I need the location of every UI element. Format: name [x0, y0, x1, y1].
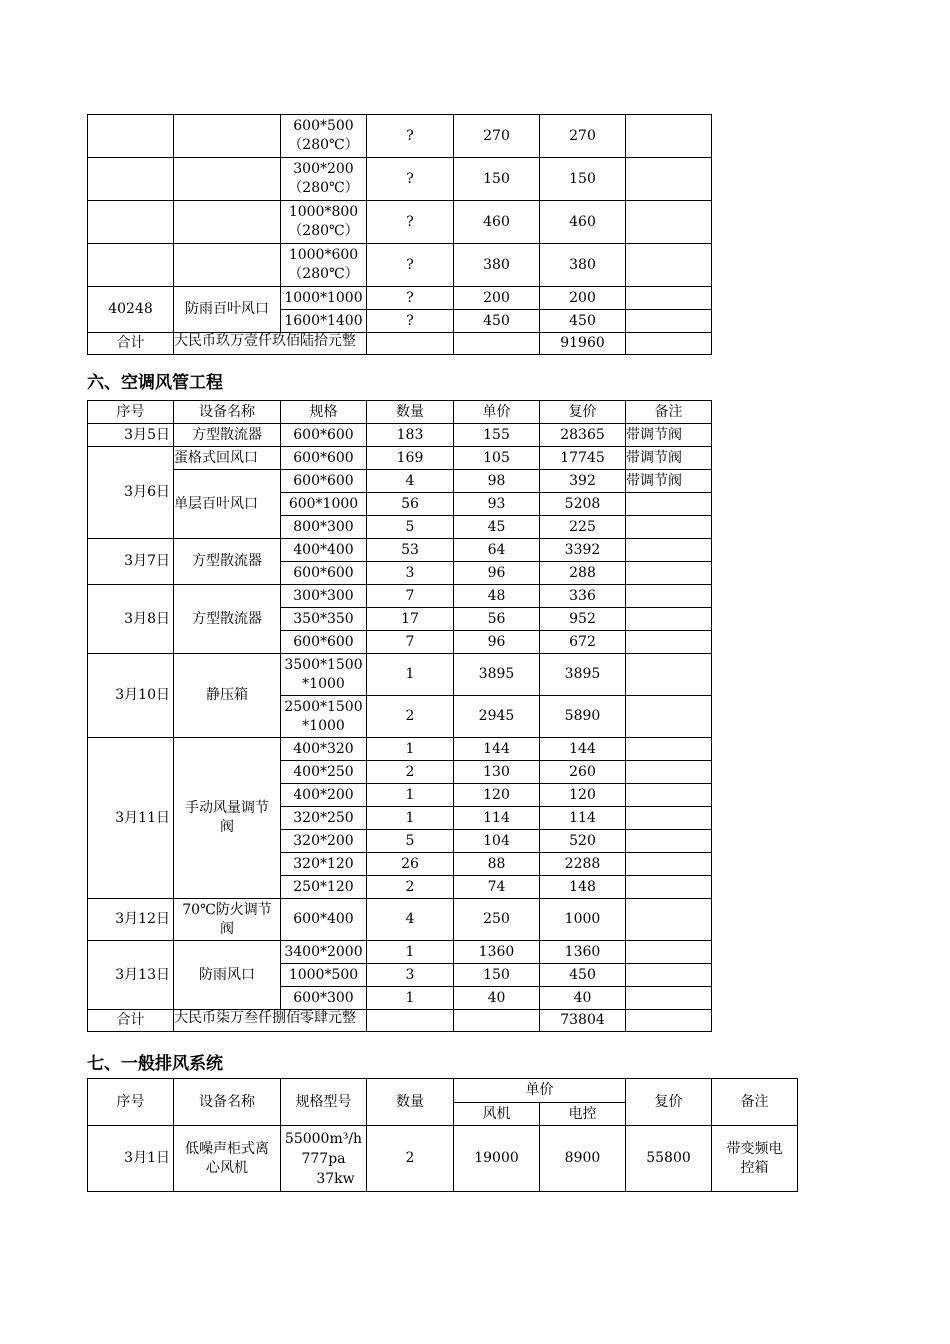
header-note: 备注 [626, 401, 712, 424]
total-cell: 200 [540, 287, 626, 310]
qty-cell: ? [367, 115, 454, 158]
spec-cell: 600*300 [281, 987, 367, 1010]
qty-cell: 17 [367, 608, 454, 631]
qty-cell: 1 [367, 784, 454, 807]
price-cell: 1360 [454, 941, 540, 964]
name-cell: 单层百叶风口 [174, 470, 281, 539]
date-cell: 3月8日 [88, 585, 174, 654]
price-cell: 93 [454, 493, 540, 516]
price-cell: 120 [454, 784, 540, 807]
price-cell: 450 [454, 310, 540, 333]
name-cell: 方型散流器 [174, 539, 281, 585]
price-cell: 98 [454, 470, 540, 493]
qty-cell: 3 [367, 964, 454, 987]
price-cell: 56 [454, 608, 540, 631]
spec-cell: 320*120 [281, 853, 367, 876]
price-cell: 130 [454, 761, 540, 784]
table-row [88, 470, 712, 493]
total-cell: 260 [540, 761, 626, 784]
total-cell: 450 [540, 310, 626, 333]
price-cell: 155 [454, 424, 540, 447]
header-unit-price: 单价 [454, 1079, 626, 1103]
qty-cell: 4 [367, 470, 454, 493]
note-cell: 带调节阀 [626, 424, 712, 447]
date-cell: 3月11日 [88, 738, 174, 899]
date-cell: 3月1日 [88, 1126, 174, 1192]
total-cell: 120 [540, 784, 626, 807]
sum-text: 大民币柒万叁仟捌佰零肆元整 [174, 1010, 367, 1032]
header-name: 设备名称 [174, 1079, 281, 1126]
spec-cell: 800*300 [281, 516, 367, 539]
qty-cell: 1 [367, 807, 454, 830]
header-total: 复价 [626, 1079, 712, 1126]
table-row [88, 738, 712, 761]
header-seq: 序号 [88, 401, 174, 424]
header-ctrl: 电控 [540, 1103, 626, 1126]
spec-cell: 600*600 [281, 562, 367, 585]
table-row [88, 1126, 798, 1192]
price-cell: 105 [454, 447, 540, 470]
total-cell: 1360 [540, 941, 626, 964]
spec-cell: 600*600 [281, 447, 367, 470]
price-cell: 74 [454, 876, 540, 899]
spec-cell: 600*600 [281, 424, 367, 447]
hvac-duct-table [87, 400, 712, 1032]
total-cell: 225 [540, 516, 626, 539]
total-cell: 55800 [626, 1126, 712, 1192]
price-cell: 150 [454, 158, 540, 201]
sum-text: 大民币玖万壹仟玖佰陆拾元整 [174, 333, 367, 355]
note-cell: 带变频电 控箱 [712, 1126, 798, 1192]
qty-cell: 5 [367, 516, 454, 539]
price-cell: 64 [454, 539, 540, 562]
spec-cell: 350*350 [281, 608, 367, 631]
qty-cell: ? [367, 158, 454, 201]
sum-row [88, 1010, 712, 1032]
ctrl-price-cell: 8900 [540, 1126, 626, 1192]
qty-cell: ? [367, 310, 454, 333]
qty-cell: ? [367, 244, 454, 287]
price-cell: 250 [454, 899, 540, 941]
qty-cell: 1 [367, 738, 454, 761]
spec-pressure: 777pa [301, 1150, 346, 1167]
spec-cell: 600*1000 [281, 493, 367, 516]
sum-total: 91960 [540, 333, 626, 355]
spec-cell: 300*200 （280℃） [281, 158, 367, 201]
name-cell: 方型散流器 [174, 424, 281, 447]
price-cell: 45 [454, 516, 540, 539]
spec-cell: 2500*1500 *1000 [281, 696, 367, 738]
name-cell: 防雨百叶风口 [174, 287, 281, 333]
price-cell: 150 [454, 964, 540, 987]
total-cell: 3895 [540, 654, 626, 696]
total-cell: 28365 [540, 424, 626, 447]
price-cell: 460 [454, 201, 540, 244]
table-row [88, 244, 712, 287]
table-row [88, 447, 712, 470]
qty-cell: 1 [367, 987, 454, 1010]
table-row [88, 899, 712, 941]
spec-cell: 320*200 [281, 830, 367, 853]
total-cell: 1000 [540, 899, 626, 941]
date-cell: 3月6日 [88, 447, 174, 539]
spec-cell: 600*500 （280℃） [281, 115, 367, 158]
table-row [88, 424, 712, 447]
header-fan: 风机 [454, 1103, 540, 1126]
spec-cell: 400*400 [281, 539, 367, 562]
name-cell: 静压箱 [174, 654, 281, 738]
spec-cell: 3500*1500 *1000 [281, 654, 367, 696]
total-cell: 392 [540, 470, 626, 493]
seq-cell: 40248 [88, 287, 174, 333]
qty-cell: 7 [367, 585, 454, 608]
total-cell: 144 [540, 738, 626, 761]
price-cell: 104 [454, 830, 540, 853]
sum-label: 合计 [88, 333, 174, 355]
price-cell: 48 [454, 585, 540, 608]
section-title-exhaust: 七、一般排风系统 [87, 1054, 223, 1074]
qty-cell: 4 [367, 899, 454, 941]
header-spec: 规格型号 [281, 1079, 367, 1126]
note-cell: 带调节阀 [626, 447, 712, 470]
name-cell: 方型散流器 [174, 585, 281, 654]
table-row [88, 115, 712, 158]
name-cell: 手动风量调节 阀 [174, 738, 281, 899]
equipment-table-continued [87, 114, 712, 355]
price-cell: 200 [454, 287, 540, 310]
header-qty: 数量 [367, 1079, 454, 1126]
total-cell: 672 [540, 631, 626, 654]
price-cell: 96 [454, 631, 540, 654]
price-cell: 96 [454, 562, 540, 585]
total-cell: 336 [540, 585, 626, 608]
spec-flow: 55000m³/h [284, 1130, 363, 1147]
date-cell: 3月13日 [88, 941, 174, 1010]
spec-cell: 400*320 [281, 738, 367, 761]
name-cell: 低噪声柜式离 心风机 [174, 1126, 281, 1192]
total-cell: 3392 [540, 539, 626, 562]
spec-cell: 320*250 [281, 807, 367, 830]
total-cell: 2288 [540, 853, 626, 876]
note-cell: 带调节阀 [626, 470, 712, 493]
total-cell: 450 [540, 964, 626, 987]
qty-cell: 2 [367, 1126, 454, 1192]
header-qty: 数量 [367, 401, 454, 424]
price-cell: 3895 [454, 654, 540, 696]
header-name: 设备名称 [174, 401, 281, 424]
name-cell: 蛋格式回风口 [174, 447, 281, 470]
qty-cell: 2 [367, 696, 454, 738]
total-cell: 114 [540, 807, 626, 830]
total-cell: 952 [540, 608, 626, 631]
qty-cell: 169 [367, 447, 454, 470]
spec-cell: 1000*1000 [281, 287, 367, 310]
fan-price-cell: 19000 [454, 1126, 540, 1192]
table-row [88, 201, 712, 244]
spec-cell: 250*120 [281, 876, 367, 899]
header-total: 复价 [540, 401, 626, 424]
total-cell: 5890 [540, 696, 626, 738]
total-cell: 520 [540, 830, 626, 853]
date-cell: 3月7日 [88, 539, 174, 585]
exhaust-system-table [87, 1078, 798, 1192]
spec-cell: 600*400 [281, 899, 367, 941]
table-header-row [88, 401, 712, 424]
total-cell: 460 [540, 201, 626, 244]
date-cell: 3月5日 [88, 424, 174, 447]
total-cell: 40 [540, 987, 626, 1010]
total-cell: 5208 [540, 493, 626, 516]
spec-cell: 1000*600 （280℃） [281, 244, 367, 287]
spec-cell: 1600*1400 [281, 310, 367, 333]
qty-cell: 56 [367, 493, 454, 516]
header-price: 单价 [454, 401, 540, 424]
total-cell: 380 [540, 244, 626, 287]
spec-cell: 1000*500 [281, 964, 367, 987]
header-spec: 规格 [281, 401, 367, 424]
name-cell: 防雨风口 [174, 941, 281, 1010]
table-header-row [88, 1079, 798, 1103]
header-seq: 序号 [88, 1079, 174, 1126]
spec-cell [281, 1126, 367, 1192]
spec-cell: 600*600 [281, 631, 367, 654]
date-cell: 3月10日 [88, 654, 174, 738]
qty-cell: 1 [367, 941, 454, 964]
qty-cell: 7 [367, 631, 454, 654]
table-row [88, 539, 712, 562]
qty-cell: 183 [367, 424, 454, 447]
table-row [88, 654, 712, 696]
qty-cell: 3 [367, 562, 454, 585]
total-cell: 150 [540, 158, 626, 201]
total-cell: 148 [540, 876, 626, 899]
price-cell: 144 [454, 738, 540, 761]
price-cell: 40 [454, 987, 540, 1010]
section-title-hvac-duct: 六、空调风管工程 [87, 373, 223, 393]
qty-cell: 26 [367, 853, 454, 876]
sum-row [88, 333, 712, 355]
total-cell: 288 [540, 562, 626, 585]
qty-cell: 1 [367, 654, 454, 696]
table-row [88, 158, 712, 201]
qty-cell: 2 [367, 876, 454, 899]
table-row [88, 585, 712, 608]
total-cell: 17745 [540, 447, 626, 470]
spec-cell: 3400*2000 [281, 941, 367, 964]
price-cell: 270 [454, 115, 540, 158]
sum-total: 73804 [540, 1010, 626, 1032]
qty-cell: 2 [367, 761, 454, 784]
price-cell: 114 [454, 807, 540, 830]
table-row [88, 287, 712, 310]
qty-cell: 5 [367, 830, 454, 853]
date-cell: 3月12日 [88, 899, 174, 941]
price-cell: 2945 [454, 696, 540, 738]
price-cell: 88 [454, 853, 540, 876]
qty-cell: 53 [367, 539, 454, 562]
spec-cell: 300*300 [281, 585, 367, 608]
spec-cell: 400*250 [281, 761, 367, 784]
spec-cell: 400*200 [281, 784, 367, 807]
sum-label: 合计 [88, 1010, 174, 1032]
spec-cell: 1000*800 （280℃） [281, 201, 367, 244]
spec-power: 37kw [316, 1170, 355, 1187]
total-cell: 270 [540, 115, 626, 158]
name-cell: 70℃防火调节 阀 [174, 899, 281, 941]
price-cell: 380 [454, 244, 540, 287]
table-row [88, 941, 712, 964]
spec-cell: 600*600 [281, 470, 367, 493]
qty-cell: ? [367, 201, 454, 244]
qty-cell: ? [367, 287, 454, 310]
header-note: 备注 [712, 1079, 798, 1126]
